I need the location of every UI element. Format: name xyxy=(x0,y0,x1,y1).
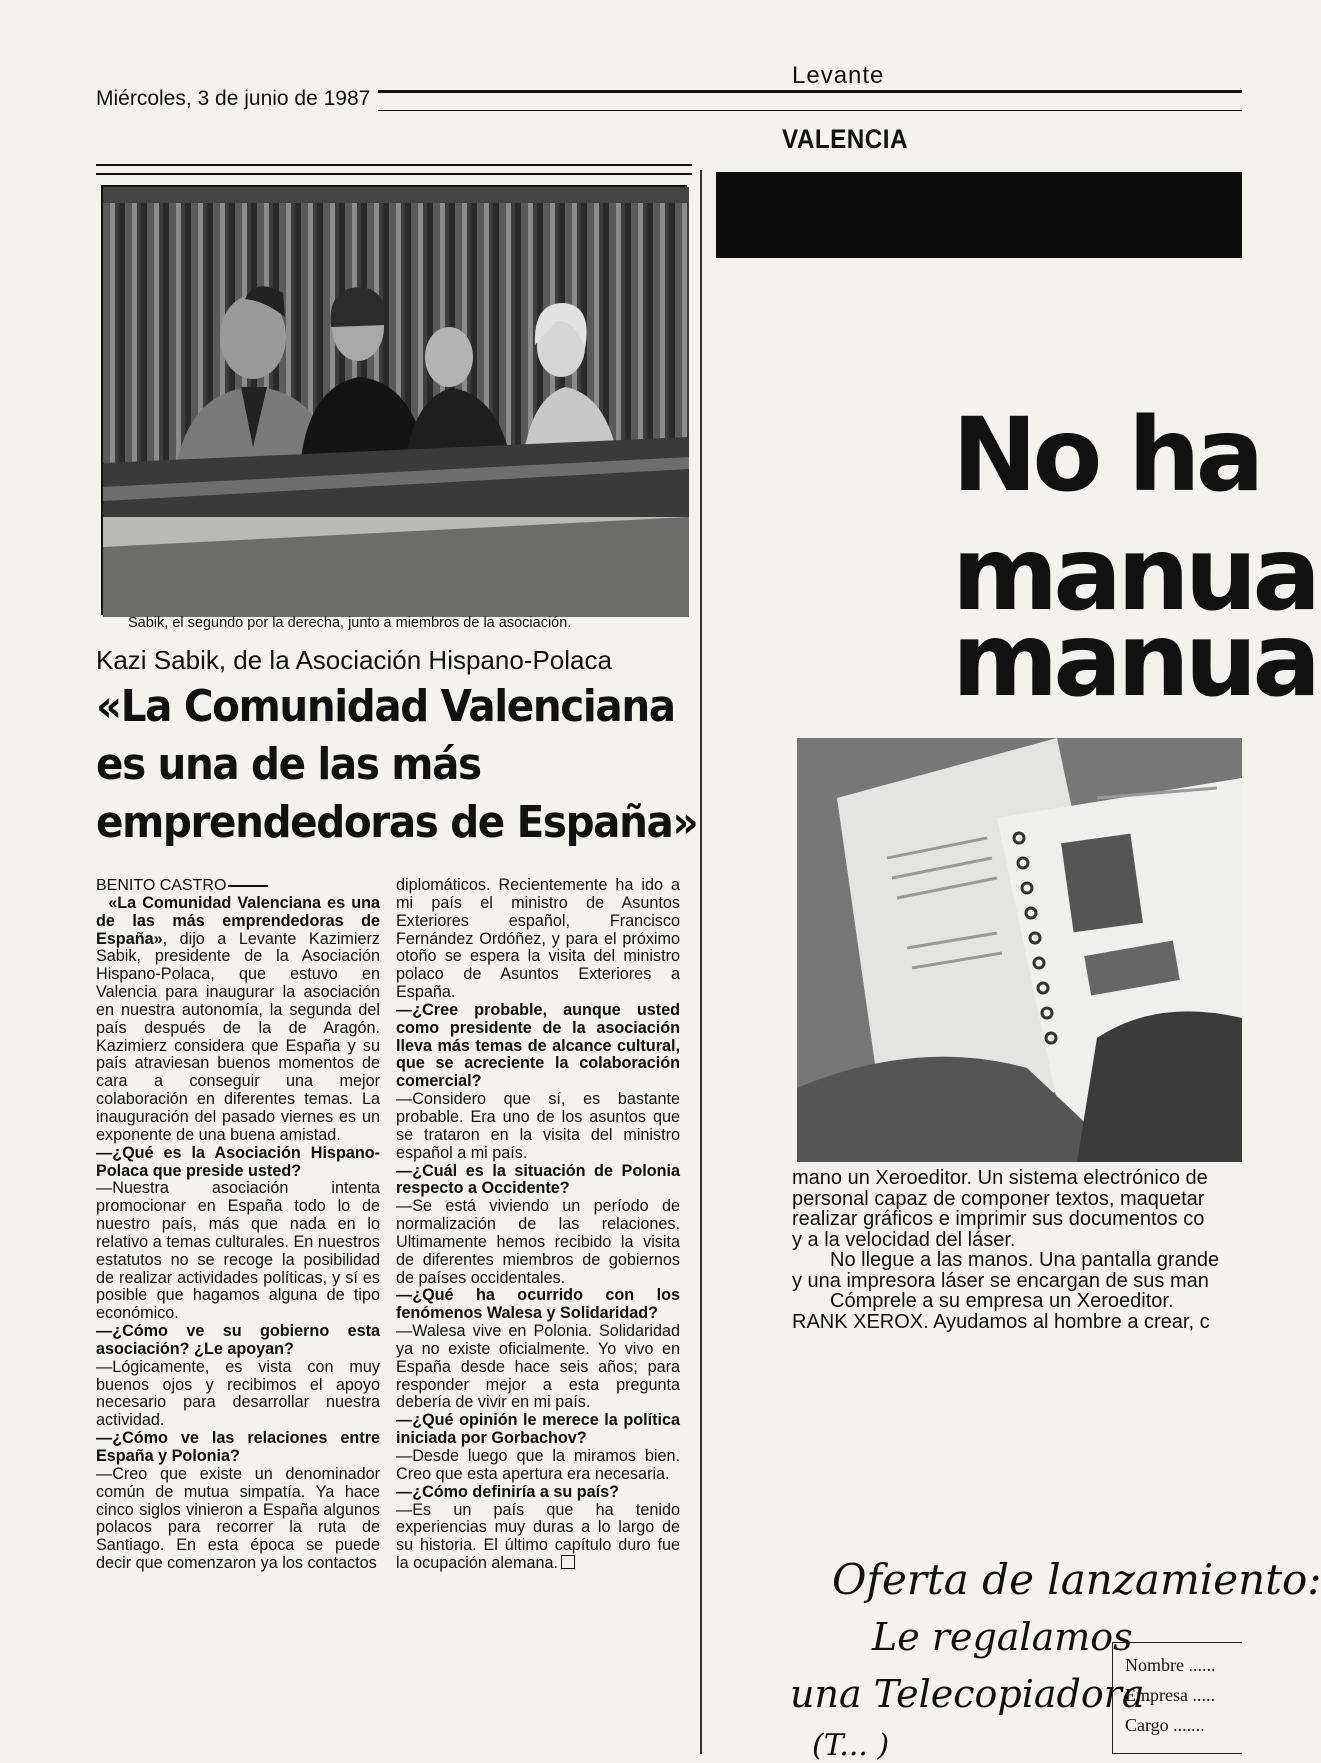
lead-paragraph xyxy=(96,895,380,1145)
ad-headline-line: manua xyxy=(952,515,1317,634)
coupon-field-company: Empresa ..... xyxy=(1125,1685,1215,1705)
interview-question: —¿Cómo ve su gobierno esta asociación? ¿Le apoyan? xyxy=(96,1322,380,1358)
interview-answer xyxy=(396,1502,680,1573)
ad-black-banner xyxy=(716,172,1242,258)
interview-answer: —Walesa vive en Polonia. Solidaridad ya no existe oficialmente. Yo vivo en España desde hace seis años; para responder mejor a esta pregunta debería de vivir en mi país. xyxy=(396,1322,680,1412)
ad-body-line: y una impresora láser se encargan de sus man xyxy=(792,1269,1209,1292)
end-mark-icon xyxy=(561,1555,575,1569)
ad-headline-line: manua xyxy=(952,601,1317,720)
interview-answer: —Creo que existe un denominador común de mutua simpatía. Ya hace cinco siglos vinieron a España algunos polacos para recorrer la ruta de Santiago. En esta época se puede decir que comenzaron ya los contactos xyxy=(96,1464,380,1573)
interview-question: —¿Qué opinión le merece la política iniciada por Gorbachov? xyxy=(396,1411,680,1448)
ad-gift-handwriting: Le regalamos xyxy=(872,1615,1133,1659)
headline-line: «La Comunidad Valenciana xyxy=(96,681,675,732)
interview-question: —¿Cómo ve las relaciones entre España y Polonia? xyxy=(96,1429,380,1465)
ad-body-line: RANK XEROX. Ayudamos al hombre a crear, c xyxy=(792,1310,1210,1333)
article-headline xyxy=(96,678,698,852)
byline xyxy=(96,877,380,895)
ad-body-text xyxy=(792,1168,1242,1332)
lead-text: , dijo a Levante Kazimierz Sabik, presidente de la Asociación Hispano-Polaca, que estuvo en Valencia para inaugurar la asociación en nuestra autonomía, la segunda del país después de la de Aragón. Kazimierz considera que España y su país atraviesan buenos momentos de cara a conseguir una mejor colaboración en diferentes temas. La inauguración del pasado viernes es un exponente de una buena amistad. xyxy=(96,929,380,1144)
continuation-paragraph: diplomáticos. Recientemente ha ido a mi país el ministro de Asuntos Exteriores español, Francisco Fernández Ordóñez, y para el próximo otoño se espera la visita del ministro polaco de Asuntos Exteriores a España. xyxy=(396,876,680,1002)
coupon-field-name: Nombre ...... xyxy=(1125,1655,1216,1675)
interview-answer: —Desde luego que la miramos bien. Creo que esta apertura era necesaria. xyxy=(396,1447,680,1483)
ad-offer-handwriting: Oferta de lanzamiento: xyxy=(832,1555,1321,1604)
article-kicker: Kazi Sabik, de la Asociación Hispano-Polaca xyxy=(96,645,612,675)
lead-quote: «La Comunidad Valenciana es una de las más emprendedoras de España» xyxy=(96,893,380,948)
ad-extra-handwriting: (T... ) xyxy=(812,1728,890,1763)
ad-coupon-form xyxy=(1112,1642,1242,1754)
byline-rule xyxy=(228,885,268,887)
article-top-rule xyxy=(96,164,692,175)
interview-answer: —Nuestra asociación intenta promocionar en España todo lo de nuestro país, más que nada en lo relativo a temas culturales. En nuestros estatutos no se recoge la posibilidad de realizar actividades políticas, y sí es posible que hagamos alguna de tipo económico. xyxy=(96,1179,380,1323)
article-photo xyxy=(101,185,687,615)
ad-body-line: No llegue a las manos. Una pantalla grande xyxy=(830,1249,1220,1271)
issue-date: Miércoles, 3 de junio de 1987 xyxy=(96,87,378,111)
final-answer-text: —Es un país que ha tenido experiencias muy duras a lo largo de su historia. El último capítulo duro fue la ocupación alemana. xyxy=(396,1500,680,1573)
interview-question: —¿Cómo definiría a su país? xyxy=(396,1482,620,1501)
ad-body-line: personal capaz de componer textos, maquetar xyxy=(792,1187,1205,1210)
ad-body-line: realizar gráficos e imprimir sus documentos co xyxy=(792,1208,1205,1230)
ad-fax-handwriting: una Telecopiadora xyxy=(790,1672,1145,1716)
section-title: VALENCIA xyxy=(782,124,909,154)
byline-name: BENITO CASTRO xyxy=(96,877,227,894)
interview-question: —¿Cuál es la situación de Polonia respecto a Occidente? xyxy=(396,1161,680,1198)
ad-body-line: y a la velocidad del láser. xyxy=(792,1228,1016,1251)
interview-answer: —Considero que sí, es bastante probable. Era uno de los asuntos que se trataron en la visita del ministro español a mi país. xyxy=(396,1090,680,1162)
photo-caption: Sabik, el segundo por la derecha, junto a miembros de la asociación. xyxy=(128,615,572,631)
interview-answer: —Se está viviendo un período de normalización de las relaciones. Ultimamente hemos recibido la visita de diferentes miembros de gobiernos de países occidentales. xyxy=(396,1197,680,1287)
coupon-field-position: Cargo ....... xyxy=(1125,1715,1205,1735)
ad-headline-line: No ha xyxy=(952,396,1260,515)
article-column-1 xyxy=(96,877,380,1573)
newspaper-name: Levante xyxy=(792,62,885,89)
headline-line: emprendedoras de España» xyxy=(96,797,698,848)
column-divider xyxy=(700,170,702,1754)
headline-line: es una de las más xyxy=(96,739,481,790)
ad-body-line: Cómprele a su empresa un Xeroeditor. xyxy=(830,1290,1174,1312)
interview-question: —¿Cree probable, aunque usted como presidente de la asociación lleva más temas de alcance cultural, que se acreciente la colaboración comercial? xyxy=(396,1000,680,1091)
ad-body-line: mano un Xeroeditor. Un sistema electrónico de xyxy=(792,1167,1208,1189)
interview-question: —¿Qué es la Asociación Hispano-Polaca que preside usted? xyxy=(96,1143,380,1180)
interview-question: —¿Qué ha ocurrido con los fenómenos Walesa y Solidaridad? xyxy=(396,1286,680,1323)
article-column-2 xyxy=(396,877,680,1573)
interview-answer: —Lógicamente, es vista con muy buenos ojos y recibimos el apoyo necesario para desarrollar nuestra actividad. xyxy=(96,1357,380,1430)
ad-product-photo xyxy=(797,738,1242,1162)
